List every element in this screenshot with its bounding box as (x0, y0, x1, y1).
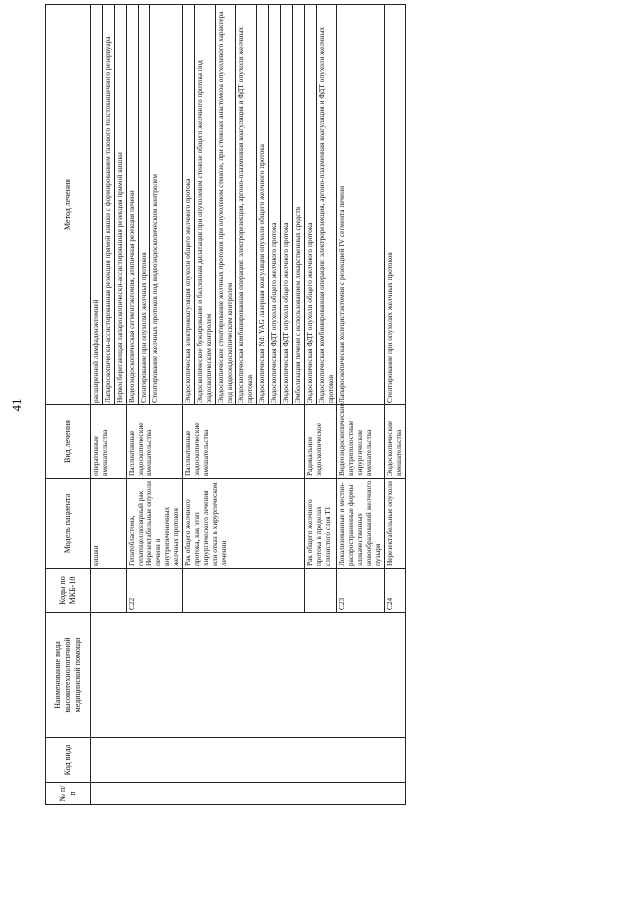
rotated-sheet (9, 5, 590, 805)
col-header-type: Вид лечения (46, 405, 91, 479)
cell-methods (183, 5, 305, 405)
col-header-num: № п/п (46, 783, 91, 805)
model-line: Нерезектабельные опухоли печени и внутрипеченочных желчных протоков (144, 481, 181, 566)
cell-icd: C22 (126, 569, 182, 613)
cell-icd (304, 569, 337, 613)
method-line: Нервосберегающая лапароскопически-ассистированная резекция прямой кишки (114, 152, 124, 403)
method-line: Лапароскопическая холецистэктомия с резекцией IV сегмента печени (337, 186, 347, 403)
cell-icd: C24 (384, 569, 405, 613)
cell-icd (183, 569, 305, 613)
method-line: расширенной лимфаденэктомией (91, 5, 103, 404)
method-line: Эндоскопическое бужирование и баллонная дилатация при опухолевом стенозе общего желчного протока под эндоскопическим контролем (195, 5, 216, 404)
method-line: Эндоскопическая комбинированная операция: электрорезекция, аргоно-плазменная коагуляция и ФДТ опухоли желчных протоков (236, 5, 257, 404)
method-line: Стентирование при опухолях желчных протоков (139, 5, 151, 404)
cell-type: Радикальное эндоскопическое (304, 405, 337, 479)
method-line: Эндоскопическая ФДТ опухоли общего желчного протока (269, 5, 281, 404)
cell-type: Эндоскопические вмешательства (384, 405, 405, 479)
cell-model: Нерезектабельные опухоли (384, 479, 405, 569)
method-line: Эмболизация печени с использованием лекарственных средств (292, 206, 302, 403)
method-line: Эндоскопическая ФДТ опухоли общего желчного протока (305, 5, 317, 404)
cell-methods (91, 5, 127, 405)
method-line: Эндоскопическая Nd: YAG лазерная коагуляция опухоли общего желчного протока (257, 5, 269, 404)
method-line: Лапароскопически-ассистированная резекция прямой кишки с формированием тазового толстокишечного резервуара (103, 5, 115, 404)
col-header-icd: Коды по МКБ-10 (46, 569, 91, 613)
cell-methods (126, 5, 182, 405)
method-line: Эндоскопическая комбинированная операция: электрорезекция, аргоно-плазменная коагуляция и ФДТ опухоли желчных протоков (316, 26, 335, 403)
cell-num (91, 783, 406, 805)
method-line: Эндоскопическая электрокоагуляция опухоли общего желчного протока (183, 5, 195, 404)
cell-model: Рак общего желчного протока, как этап хирургического лечения или отказ в хирургическом лечении (183, 479, 305, 569)
col-header-name: Наименование вида высокотехнологичной медицинской помощи (46, 613, 91, 738)
cell-type: Паллиативные эндоскопические вмешательства (183, 405, 305, 479)
cell-model: Рак общего желчного протока в пределах слизистого слоя T1 (304, 479, 337, 569)
cell-model (126, 479, 182, 569)
cell-methods (384, 5, 405, 405)
method-line: Эндоскопическая ФДТ опухоли общего желчного протока (281, 5, 293, 404)
cell-type: оперативные вмешательства (91, 405, 127, 479)
col-header-code: Код вида (46, 738, 91, 783)
cell-model: Локализованные и местно-распространенные формы злокачественных новообразований желчного пузыря (337, 479, 384, 569)
page-number: 41 (9, 398, 24, 412)
table-row (91, 5, 127, 805)
method-line: Стентирование желчных протоков под видеоэндоскопическим контролем (150, 174, 160, 403)
table-header-row (46, 5, 91, 805)
col-header-method: Метод лечения (46, 5, 91, 405)
cell-code (91, 738, 406, 783)
model-line: Гепатобластома, гепатоцеллюлярный рак (126, 490, 145, 566)
cell-methods (304, 5, 337, 405)
cell-icd (91, 569, 127, 613)
cell-icd: C23 (337, 569, 384, 613)
treatment-table (45, 4, 406, 805)
method-line: Видеоэндоскопическая сегментэктомия, атипичная резекция печени (127, 5, 139, 404)
cell-type: Паллиативные эндоскопические вмешательства (126, 405, 182, 479)
method-line: Эндоскопическое стентирование желчных протоков при опухолевом стенозе, при стенозах анастомоза опухолевого характера под видеоэндоскопическим контролем (216, 5, 237, 404)
cell-type: Видеоэндоскопические внутриполостные хирургические вмешательства (337, 405, 384, 479)
col-header-model: Модель пациента (46, 479, 91, 569)
cell-methods (337, 5, 384, 405)
cell-model: кишки (91, 479, 127, 569)
method-line: Стентирование при опухолях желчных протоков (384, 252, 394, 403)
cell-name (91, 613, 406, 738)
